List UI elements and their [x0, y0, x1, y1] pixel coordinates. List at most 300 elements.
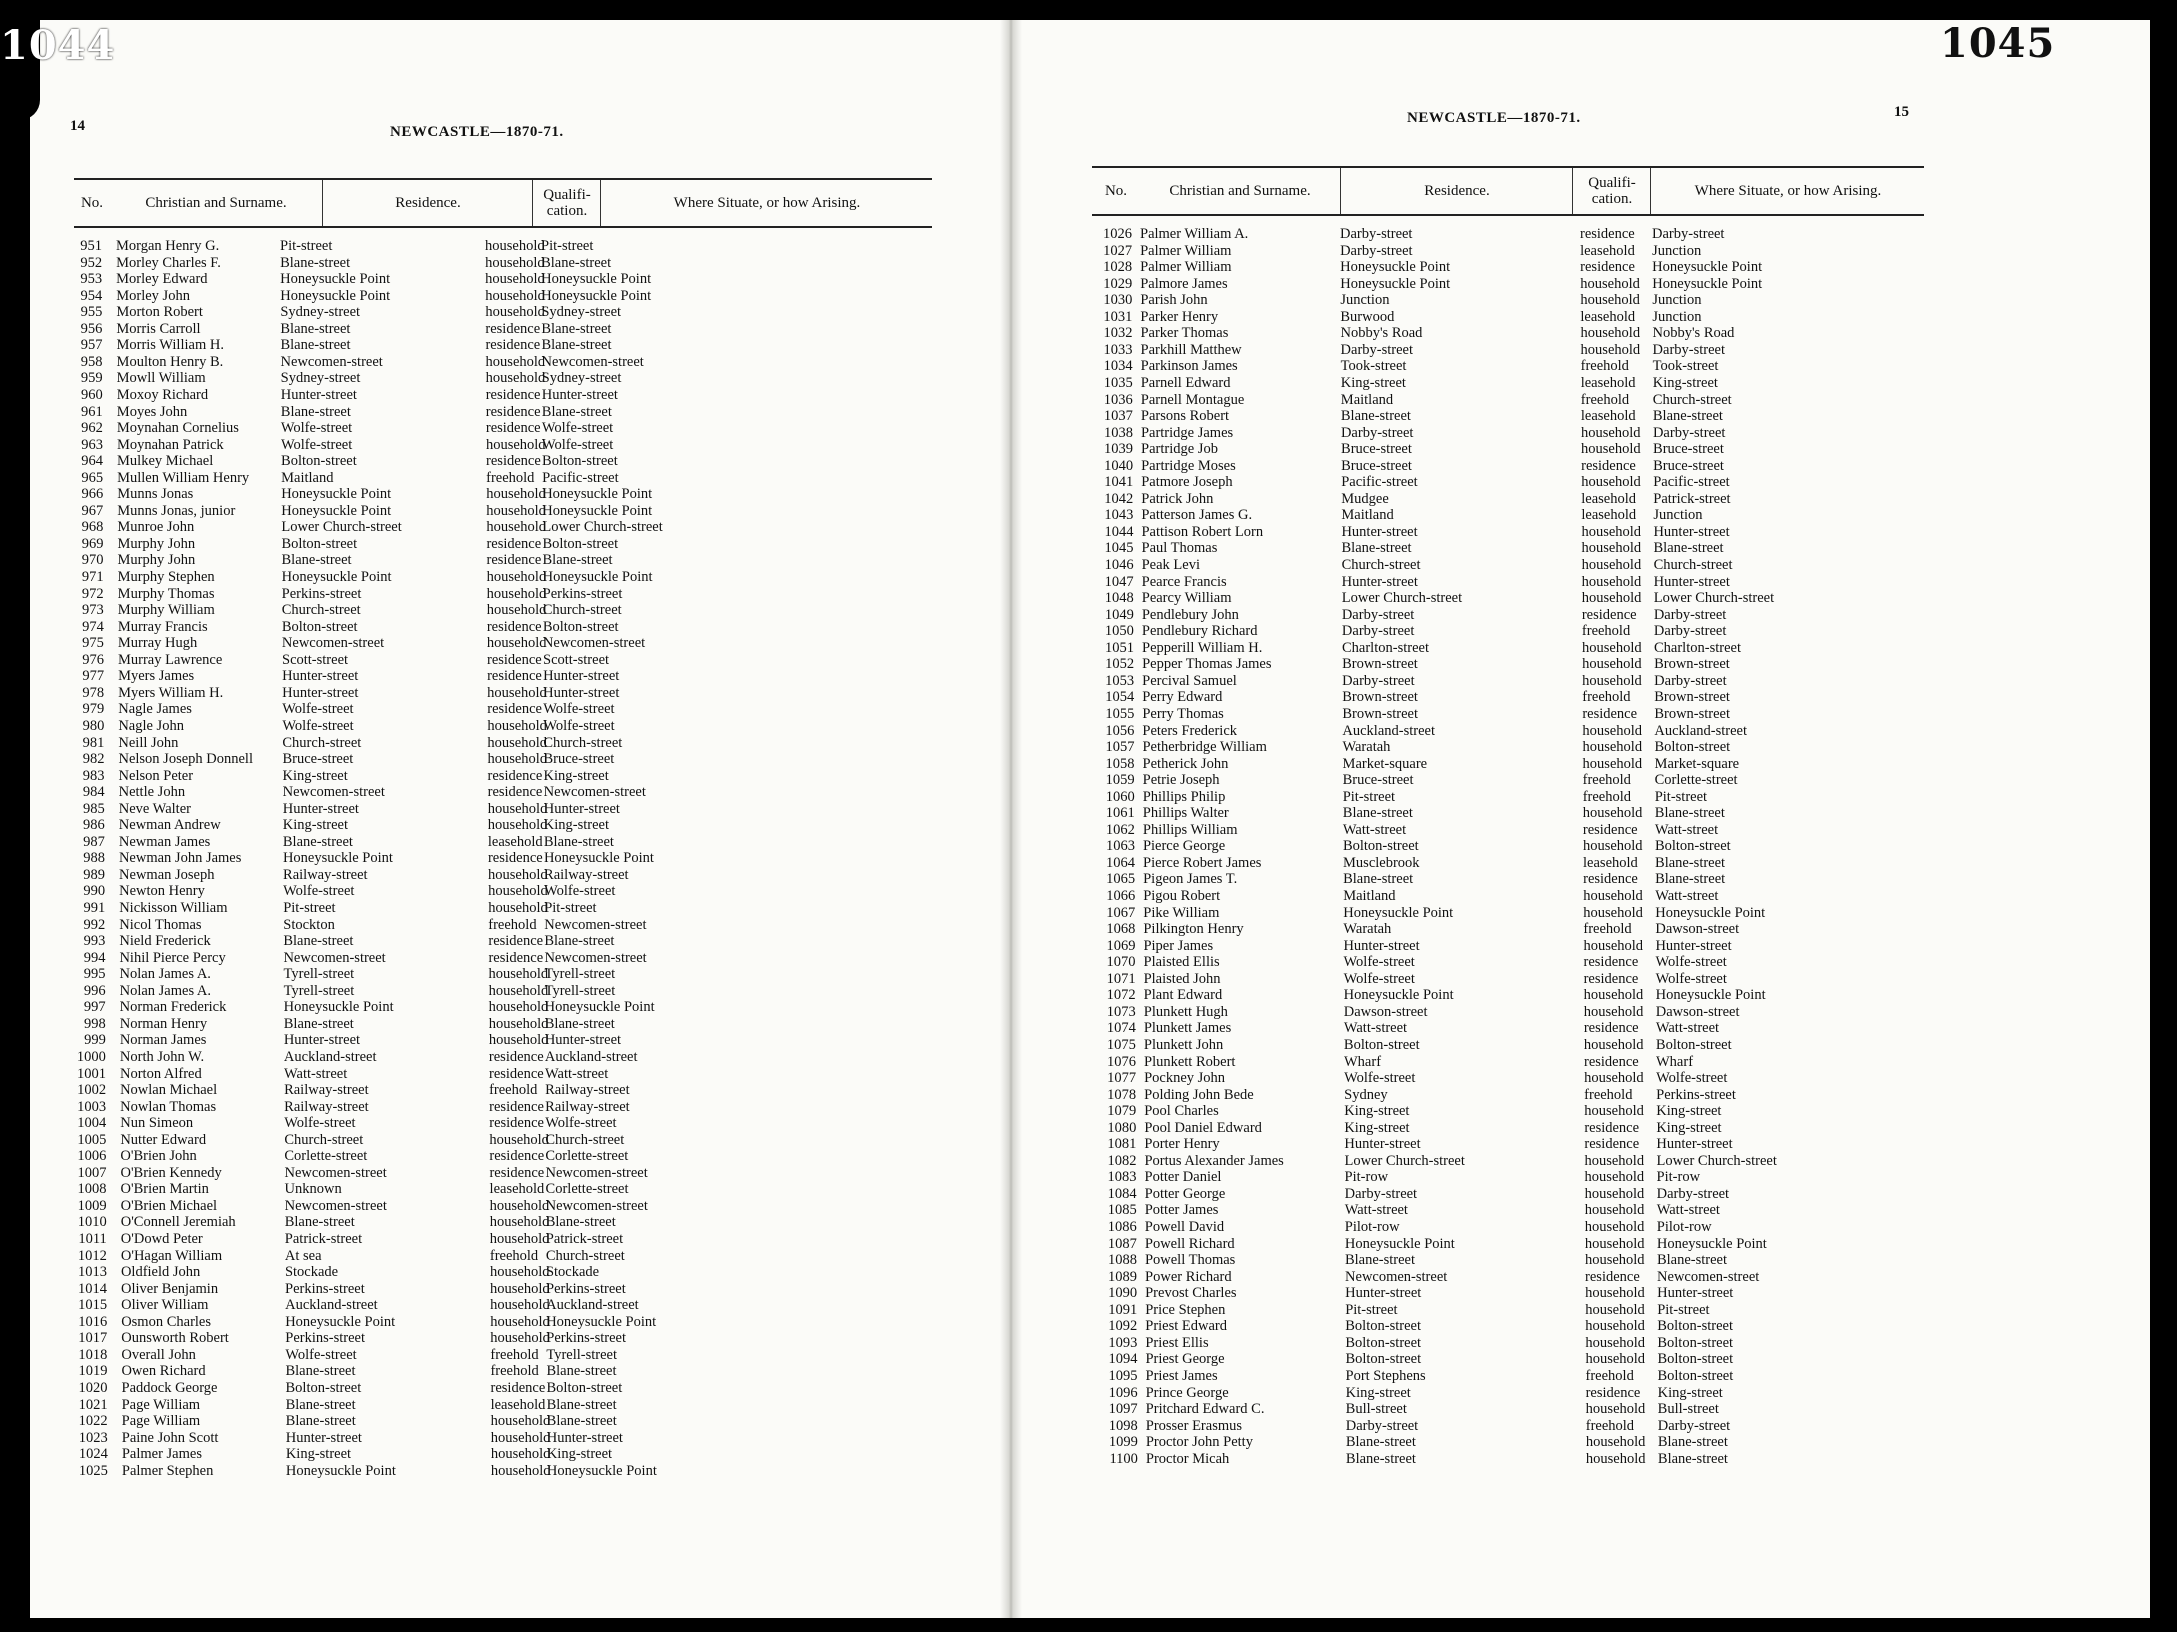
cell-name: Pike William [1143, 904, 1220, 921]
cell-name: Nettle John [118, 784, 186, 801]
cell-name: Palmore James [1140, 275, 1228, 292]
cell-name: Plunkett James [1143, 1020, 1232, 1037]
cell-name: Parnell Montague [1140, 391, 1245, 408]
cell-name: Parker Henry [1140, 308, 1219, 325]
cell-residence: Blane-street [1340, 408, 1411, 425]
cell-no: 1028 [1103, 259, 1133, 276]
cell-no: 1100 [1109, 1450, 1138, 1467]
cell-name: Phillips Walter [1142, 805, 1229, 822]
cell-name: O'Brien Kennedy [120, 1164, 222, 1181]
cell-qualification: freehold [489, 1247, 539, 1264]
cell-no: 1035 [1103, 374, 1133, 391]
cell-residence: Blane-street [285, 1363, 356, 1380]
cell-residence: Honeysuckle Point [1343, 987, 1454, 1004]
header-where: Where Situate, or how Arising. [600, 180, 933, 226]
cell-qualification: freehold [1582, 788, 1632, 805]
cell-qualification: household [489, 1214, 550, 1231]
cell-residence: Blane-street [280, 403, 351, 420]
cell-where: Watt-street [1655, 888, 1719, 904]
cell-no: 1011 [78, 1231, 107, 1247]
cell-no: 1073 [1106, 1003, 1136, 1020]
cell-residence: Honeysuckle Point [285, 1462, 396, 1479]
cell-qualification: residence [1583, 970, 1639, 987]
cell-name: Perry Edward [1142, 689, 1223, 706]
cell-qualification: household [1583, 937, 1644, 954]
cell-name: Priest James [1145, 1367, 1218, 1384]
cell-qualification: household [490, 1446, 551, 1463]
cell-where: Wolfe-street [1655, 970, 1727, 987]
cell-residence: Bolton-street [281, 453, 357, 470]
cell-qualification: freehold [490, 1346, 539, 1363]
cell-no: 978 [82, 684, 105, 701]
cell-qualification: household [486, 635, 547, 652]
cell-qualification: household [489, 1197, 550, 1214]
cell-where: Pacific-street [1653, 474, 1730, 491]
cell-residence: Pit-street [283, 900, 336, 916]
cell-name: Palmer Stephen [121, 1462, 214, 1479]
cell-no: 1051 [1105, 639, 1134, 656]
cell-no: 1097 [1108, 1401, 1138, 1418]
cell-residence: Mudgee [1341, 490, 1389, 507]
cell-qualification: household [487, 817, 548, 834]
header-qualification: Qualifi-cation. [532, 180, 601, 226]
cell-name: Parsons Robert [1140, 408, 1230, 425]
cell-no: 1094 [1108, 1351, 1138, 1368]
cell-residence: King-street [285, 1446, 352, 1463]
cell-no: 1091 [1108, 1301, 1138, 1318]
cell-residence: Honeysuckle Point [283, 999, 394, 1016]
cell-qualification: residence [1584, 1119, 1640, 1136]
cell-qualification: household [1585, 1318, 1645, 1335]
cell-qualification: residence [1584, 1053, 1639, 1070]
cell-residence: Watt-street [1344, 1202, 1408, 1219]
cell-name: Morton Robert [116, 304, 203, 321]
cell-name: Page William [121, 1413, 201, 1430]
cell-residence: Bolton-street [285, 1379, 362, 1396]
cell-where: Honeysuckle Point [1655, 904, 1766, 921]
cell-where: Blane-street [544, 933, 615, 950]
cell-where: Market-square [1654, 755, 1740, 772]
cell-qualification: household [1585, 1450, 1646, 1467]
cell-residence: Wolfe-street [280, 436, 353, 453]
cell-no: 1017 [78, 1330, 108, 1347]
cell-no: 979 [82, 701, 105, 718]
cell-residence: Charlton-street [1342, 639, 1429, 656]
cell-where: Pit-row [1656, 1169, 1701, 1186]
cell-where: Pit-street [1657, 1301, 1710, 1318]
cell-residence: King-street [1344, 1103, 1410, 1120]
cell-where: Patrick-street [545, 1231, 624, 1247]
cell-qualification: leasehold [1580, 408, 1636, 425]
cell-name: Newton Henry [119, 883, 205, 900]
cell-name: Nutter Edward [120, 1131, 207, 1148]
cell-no: 1043 [1104, 507, 1134, 524]
cell-qualification: household [1585, 1334, 1645, 1351]
cell-qualification: residence [489, 1115, 544, 1132]
cell-qualification: household [486, 486, 546, 503]
cell-residence: Blane-street [1344, 1252, 1416, 1269]
cell-where: Hunter-street [1655, 937, 1732, 954]
cell-residence: King-street [1340, 374, 1406, 391]
cell-residence: Darby-street [1340, 341, 1414, 358]
cell-name: Murray Francis [117, 618, 208, 635]
cell-residence: Perkins-street [285, 1280, 365, 1297]
cell-residence: Pit-street [1345, 1301, 1398, 1318]
cell-name: Partridge Moses [1141, 457, 1236, 474]
cell-where: Corlette-street [545, 1148, 629, 1165]
cell-name: Pilkington Henry [1143, 921, 1244, 938]
cell-qualification: household [490, 1313, 550, 1330]
cell-residence: Blane-street [285, 1396, 356, 1413]
cell-qualification: household [486, 585, 547, 602]
cell-where: Newcomen-street [544, 949, 647, 966]
cell-no: 957 [80, 337, 103, 354]
cell-qualification: leasehold [1580, 374, 1636, 391]
cell-name: Peak Levi [1141, 557, 1200, 573]
cell-name: Portus Alexander James [1144, 1152, 1284, 1169]
cell-no: 1065 [1106, 871, 1136, 888]
cell-name: Paul Thomas [1141, 540, 1218, 557]
cell-qualification: residence [489, 1164, 545, 1181]
cell-name: Murphy Thomas [117, 585, 215, 602]
cell-qualification: residence [487, 651, 542, 668]
cell-name: Moulton Henry B. [116, 353, 224, 370]
cell-name: Munroe John [117, 519, 195, 536]
cell-residence: King-street [1344, 1119, 1410, 1136]
cell-no: 1089 [1108, 1268, 1138, 1285]
cell-no: 953 [80, 271, 103, 288]
cell-qualification: household [1582, 722, 1642, 739]
cell-no: 1048 [1104, 590, 1134, 607]
cell-residence: Blane-street [285, 1413, 356, 1430]
left-page [30, 20, 1000, 1618]
cell-where: Bruce-street [1653, 441, 1724, 458]
cell-no: 982 [82, 751, 105, 768]
cell-name: Parish John [1140, 292, 1208, 309]
cell-no: 1041 [1104, 474, 1134, 491]
cell-where: Bolton-street [1657, 1351, 1734, 1368]
cell-where: Newcomen-street [545, 1197, 648, 1214]
cell-residence: Maitland [1341, 507, 1394, 524]
cell-residence: Auckland-street [283, 1048, 377, 1065]
cell-residence: Maitland [1343, 888, 1396, 904]
cell-where: Darby-street [1657, 1417, 1731, 1434]
cell-no: 1027 [1103, 242, 1133, 259]
cell-residence: Hunter-street [282, 668, 359, 685]
cell-where: Darby-street [1656, 1185, 1730, 1202]
cell-residence: Bolton-street [281, 618, 358, 635]
cell-residence: Bolton-street [1343, 1036, 1420, 1053]
cell-qualification: residence [489, 1098, 544, 1115]
cell-residence: Hunter-street [282, 800, 359, 817]
cell-qualification: household [490, 1429, 551, 1446]
cell-no: 960 [80, 386, 103, 403]
cell-name: Plunkett John [1143, 1036, 1224, 1053]
cell-name: Moynahan Cornelius [116, 420, 239, 437]
cell-residence: Blane-street [281, 552, 352, 569]
cell-qualification: residence [485, 420, 541, 437]
cell-qualification: household [1580, 424, 1641, 441]
cell-name: Pendlebury John [1141, 606, 1239, 623]
cell-name: Paddock George [121, 1379, 218, 1396]
cell-no: 1010 [77, 1214, 107, 1231]
cell-no: 1012 [77, 1247, 107, 1264]
cell-qualification: residence [486, 552, 542, 569]
cell-residence: Darby-street [1344, 1185, 1418, 1202]
cell-no: 1005 [77, 1131, 107, 1148]
cell-name: Polding John Bede [1144, 1086, 1254, 1103]
cell-residence: Market-square [1342, 755, 1428, 772]
cell-no: 958 [80, 353, 103, 370]
cell-qualification: household [485, 238, 545, 254]
cell-no: 1082 [1107, 1152, 1137, 1169]
cell-no: 1062 [1105, 821, 1135, 838]
cell-no: 1042 [1104, 490, 1134, 507]
cell-name: Moxoy Richard [116, 386, 209, 403]
cell-qualification: residence [489, 1148, 545, 1165]
cell-no: 1000 [76, 1048, 106, 1065]
cell-residence: Pacific-street [1341, 474, 1418, 491]
cell-where: Sydney-street [541, 370, 622, 387]
left-edge-number: 1044 [0, 22, 116, 69]
cell-name: Pigeon James T. [1143, 871, 1238, 888]
cell-qualification: household [487, 684, 547, 701]
cell-no: 1052 [1105, 656, 1135, 673]
cell-residence: Corlette-street [284, 1148, 368, 1165]
cell-residence: Bolton-street [1342, 838, 1419, 855]
cell-no: 995 [83, 966, 106, 983]
header-residence: Residence. [322, 180, 533, 226]
cell-qualification: household [1580, 341, 1641, 358]
cell-residence: Bolton-street [1345, 1334, 1422, 1351]
cell-name: Parkinson James [1140, 358, 1238, 375]
cell-name: Morris William H. [116, 337, 224, 354]
cell-where: Blane-street [546, 1413, 617, 1430]
cell-residence: Dawson-street [1343, 1003, 1428, 1020]
cell-where: Watt-street [1656, 1202, 1720, 1219]
cell-no: 956 [80, 320, 103, 337]
cell-qualification: household [1583, 987, 1644, 1004]
cell-name: Pearce Francis [1141, 573, 1227, 590]
cell-residence: Lower Church-street [281, 519, 402, 536]
cell-where: Blane-street [546, 1363, 617, 1380]
cell-where: Blane-street [545, 1214, 616, 1231]
cell-residence: Bruce-street [1341, 457, 1412, 474]
cell-residence: Waratah [1342, 739, 1391, 756]
cell-where: Wolfe-street [541, 436, 614, 453]
cell-where: Honeysuckle Point [542, 502, 653, 519]
cell-where: Honeysuckle Point [543, 850, 654, 867]
cell-residence: Hunter-street [283, 1032, 361, 1049]
cell-qualification: household [1584, 1103, 1644, 1120]
cell-where: Honeysuckle Point [542, 486, 653, 503]
cell-qualification: household [1582, 639, 1642, 656]
cell-residence: Blane-street [1345, 1450, 1416, 1467]
cell-residence: Hunter-street [282, 684, 359, 701]
header-no: No. [1104, 183, 1128, 199]
cell-residence: Blane-street [280, 320, 351, 337]
cell-no: 1069 [1106, 937, 1136, 954]
cell-name: O'Brien Michael [120, 1197, 218, 1214]
cell-where: Wolfe-street [543, 701, 615, 718]
cell-residence: Bruce-street [1342, 772, 1414, 789]
cell-where: Dawson-street [1655, 921, 1740, 938]
cell-residence: Hunter-street [1341, 523, 1418, 540]
cell-residence: Perkins-street [285, 1330, 365, 1347]
cell-residence: Wharf [1344, 1053, 1382, 1070]
cell-where: King-street [1652, 374, 1718, 391]
cell-where: Pacific-street [542, 469, 619, 486]
cell-qualification: household [1582, 672, 1642, 689]
header-name: Christian and Surname. [145, 195, 287, 211]
cell-name: Morris Carroll [116, 320, 201, 337]
cell-no: 987 [83, 833, 105, 850]
cell-where: Blane-street [1656, 1252, 1728, 1269]
cell-where: Tyrell-street [544, 966, 616, 983]
cell-where: Honeysuckle Point [1652, 275, 1763, 292]
cell-residence: Church-street [1341, 557, 1421, 573]
cell-residence: Wolfe-street [282, 701, 354, 718]
cell-qualification: household [485, 304, 545, 321]
cell-qualification: residence [1581, 457, 1636, 474]
cell-qualification: household [489, 1131, 549, 1148]
cell-no: 1022 [78, 1413, 108, 1430]
cell-name: Norman Henry [119, 1015, 208, 1032]
cell-where: Took-street [1652, 358, 1719, 375]
cell-name: Pritchard Edward C. [1145, 1401, 1265, 1418]
cell-where: Wolfe-street [543, 717, 615, 734]
cell-no: 998 [84, 1015, 106, 1032]
cell-qualification: household [1581, 557, 1642, 573]
cell-name: Murphy John [117, 535, 196, 552]
cell-no: 975 [82, 635, 104, 652]
cell-where: Blane-street [541, 403, 612, 420]
cell-no: 1063 [1105, 838, 1135, 855]
cell-name: Plaisted Ellis [1143, 954, 1220, 971]
left-page-number: 14 [70, 118, 85, 134]
cell-qualification: household [1584, 1252, 1645, 1269]
cell-where: Wolfe-street [1656, 1070, 1728, 1087]
cell-qualification: freehold [1582, 689, 1631, 706]
cell-qualification: freehold [489, 1082, 538, 1099]
cell-residence: Honeysuckle Point [1340, 275, 1451, 292]
cell-residence: Blane-street [1343, 871, 1414, 888]
cell-name: Plunkett Hugh [1143, 1003, 1228, 1020]
cell-no: 1021 [78, 1396, 108, 1413]
cell-where: Charlton-street [1654, 639, 1741, 656]
cell-residence: Honeysuckle Point [282, 850, 393, 867]
cell-name: Power Richard [1145, 1268, 1232, 1285]
cell-name: Parker Thomas [1140, 325, 1229, 342]
cell-qualification: leasehold [490, 1396, 546, 1413]
cell-where: Church-street [545, 1247, 625, 1264]
cell-qualification: household [487, 734, 547, 751]
cell-where: King-street [543, 817, 610, 834]
cell-name: Potter George [1144, 1185, 1226, 1202]
cell-name: Pool Charles [1144, 1103, 1219, 1120]
cell-where: Hunter-street [543, 800, 620, 817]
cell-no: 1026 [1103, 226, 1132, 242]
cell-qualification: household [1581, 573, 1642, 590]
cell-where: King-street [1657, 1384, 1723, 1401]
header-qualification: Qualifi-cation. [1572, 168, 1651, 214]
cell-qualification: household [488, 1015, 549, 1032]
cell-name: Newman James [118, 833, 211, 850]
cell-no: 1016 [78, 1313, 108, 1330]
cell-where: Railway-street [544, 866, 629, 883]
cell-qualification: residence [485, 320, 541, 337]
cell-where: Honeysuckle Point [541, 287, 652, 304]
cell-residence: Hunter-street [1341, 573, 1418, 590]
cell-no: 991 [83, 900, 106, 916]
cell-qualification: residence [485, 386, 541, 403]
cell-residence: Darby-street [1340, 226, 1413, 242]
cell-where: Hunter-street [541, 386, 618, 403]
cell-name: Moynahan Patrick [116, 436, 224, 453]
cell-name: Norman James [119, 1032, 207, 1049]
cell-residence: Perkins-street [281, 585, 362, 602]
cell-residence: Wolfe-street [280, 420, 353, 437]
cell-no: 1007 [77, 1164, 107, 1181]
cell-name: North John W. [119, 1048, 205, 1065]
cell-no: 1081 [1107, 1136, 1137, 1153]
cell-qualification: residence [487, 701, 542, 718]
cell-no: 1075 [1106, 1036, 1136, 1053]
cell-qualification: residence [1585, 1268, 1640, 1285]
cell-qualification: household [1581, 590, 1642, 607]
cell-name: Partridge Job [1141, 441, 1218, 458]
cell-no: 969 [81, 535, 104, 552]
cell-name: Petrie Joseph [1142, 772, 1220, 789]
cell-no: 1083 [1107, 1169, 1137, 1186]
cell-where: Newcomen-street [542, 635, 646, 652]
cell-residence: Port Stephens [1345, 1367, 1426, 1384]
cell-name: Morley John [116, 287, 190, 304]
cell-residence: Honeysuckle Point [281, 569, 392, 585]
cell-where: Corlette-street [545, 1181, 629, 1198]
cell-name: Phillips William [1142, 821, 1238, 838]
cell-residence: Unknown [284, 1181, 342, 1198]
cell-name: Perry Thomas [1142, 705, 1224, 722]
cell-where: Wharf [1656, 1053, 1694, 1070]
cell-where: Honeysuckle Point [1655, 987, 1766, 1004]
cell-where: Honeysuckle Point [542, 569, 653, 585]
cell-where: Newcomen-street [1657, 1268, 1760, 1285]
cell-name: Nihil Pierce Percy [119, 949, 226, 966]
cell-no: 1023 [78, 1429, 108, 1446]
cell-name: Oliver Benjamin [121, 1280, 219, 1297]
cell-no: 1040 [1104, 457, 1134, 474]
cell-where: Church-street [1652, 391, 1732, 408]
cell-where: Tyrell-street [546, 1346, 618, 1363]
cell-name: Pierce George [1142, 838, 1226, 855]
cell-qualification: household [1581, 523, 1642, 540]
cell-residence: Honeysuckle Point [1340, 259, 1451, 276]
cell-residence: Bruce-street [1341, 441, 1412, 458]
cell-residence: Tyrell-street [283, 966, 355, 983]
cell-no: 952 [80, 254, 103, 271]
cell-qualification: household [1584, 1202, 1645, 1219]
cell-qualification: freehold [1584, 1086, 1633, 1103]
cell-no: 970 [81, 552, 104, 569]
cell-no: 1070 [1106, 954, 1136, 971]
cell-name: Nicol Thomas [119, 916, 202, 933]
cell-name: Nagle John [118, 717, 184, 734]
cell-no: 1095 [1108, 1367, 1138, 1384]
cell-where: Hunter-street [544, 1032, 622, 1049]
cell-where: Hunter-street [546, 1429, 623, 1446]
cell-where: Hunter-street [1653, 573, 1730, 590]
